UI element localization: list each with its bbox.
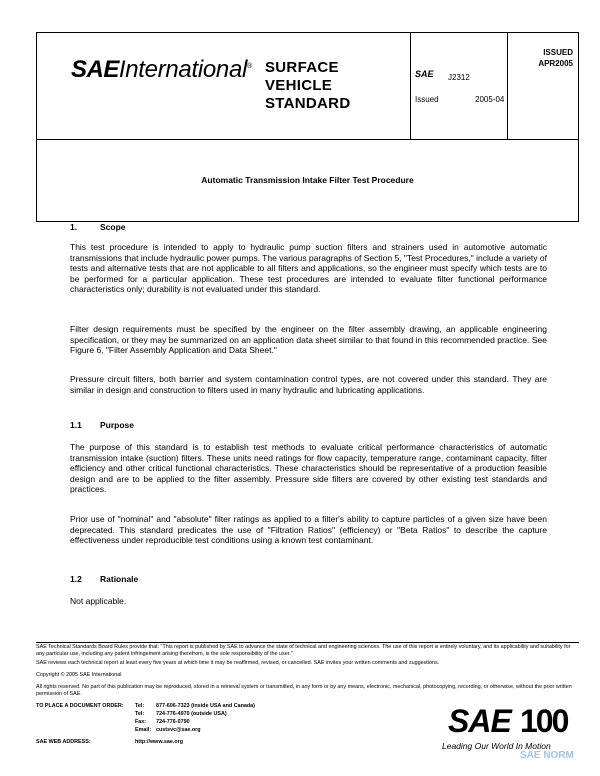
- brand-100: 100: [520, 703, 568, 739]
- status-stamp: [513, 47, 573, 69]
- issued-label: Issued: [415, 95, 439, 104]
- header-divider: [507, 33, 508, 139]
- watermark: SAE NORM: [520, 750, 574, 761]
- footer-rights-text: All rights reserved. No part of this publication may be reproduced, stored in a retrieval system or transmitted, in any form or by any means, electronic, mechanical, photocopying, recording, or otherwise, without the prior written permission of SAE.: [36, 684, 572, 697]
- section-number: 1.: [70, 222, 78, 232]
- brand-sae: SAE: [448, 703, 511, 739]
- tel2-value[interactable]: 724-776-4970 (outside USA): [156, 711, 227, 717]
- footer-copyright: Copyright © 2005 SAE International: [36, 672, 122, 678]
- document-title: Automatic Transmission Intake Filter Test Procedure: [201, 175, 414, 185]
- paragraph: Filter design requirements must be specified by the engineer on the filter assembly drawing, an applicable engineering specification, or they may be summarized on an application data sheet similar to that found in this recommended practice. See Figure 6, "Filter Assembly Application and Data Sheet.": [70, 324, 547, 356]
- tel-label: Tel:: [135, 703, 145, 709]
- standard-type-line: STANDARD: [265, 95, 351, 112]
- standard-type-line: SURFACE: [265, 59, 339, 76]
- section-number: 1.2: [70, 574, 82, 584]
- logo-international: International: [118, 56, 248, 83]
- paragraph: Prior use of "nominal" and "absolute" filter ratings as applied to a filter's ability to capture particles of a given size have been deprecated. This standard predicates the use of "Filtration Ratios" (efficiency) or "Beta Ratios" to describe the capture effectiveness under reproducible test conditions using a known test contaminant.: [70, 514, 547, 546]
- paragraph: Pressure circuit filters, both barrier and system contamination control types, are not covered under this standard. They are similar in design and construction to filters used in many hydraulic and lubricating applications.: [70, 374, 547, 395]
- tel-value[interactable]: 877-606-7323 (inside USA and Canada): [156, 703, 255, 709]
- section-heading-rationale: [70, 574, 138, 585]
- order-label: TO PLACE A DOCUMENT ORDER:: [36, 703, 124, 709]
- header-divider: [410, 33, 411, 139]
- tel2-label: Tel:: [135, 711, 145, 717]
- status-line: APR2005: [538, 59, 573, 68]
- footer-rule: [36, 642, 579, 643]
- logo-trademark: ®: [247, 63, 253, 70]
- fax-value: 724-776-0790: [156, 719, 190, 725]
- email-label: Email:: [135, 727, 152, 733]
- paragraph: Not applicable.: [70, 596, 127, 606]
- logo-sae: SAE: [71, 56, 119, 83]
- paragraph: This test procedure is intended to apply to hydraulic pump suction filters and strainers used in automotive automatic transmissions that include hydraulic power pumps. The various paragraphs of Section 5, "Test Procedures," include a variety of tests and alternative tests that are not applicable to all filters and applications, so the engineer must specify which tests are to be performed for a particular application. These test procedures are intended to evaluate filter functional performance characteristics only; durability is not evaluated under this standard.: [70, 242, 547, 295]
- section-title: Scope: [100, 222, 126, 232]
- footer-review-text: SAE reviews each technical report at least every five years at which time it may be reaffirmed, revised, or cancelled. SAE invites your written comments and suggestions.: [36, 660, 440, 666]
- paragraph: The purpose of this standard is to establish test methods to evaluate critical performance characteristics of automatic transmission intake (suction) filters. These units need ratings for flow capacity, temperature range, contaminant capacity, filter efficiency and other critical functional characteristics. These characteristics should be representative of a production feasible design and are to be applied to the filter assembly. Pressure side filters are covered by other existing test standards and practices.: [70, 442, 547, 495]
- fax-label: Fax:: [135, 719, 147, 725]
- section-number: 1.1: [70, 420, 82, 430]
- section-title: Purpose: [100, 420, 135, 430]
- small-sae-logo: SAE: [415, 69, 434, 79]
- section-heading-purpose: [70, 420, 134, 431]
- web-link[interactable]: http://www.sae.org: [135, 739, 184, 745]
- footer-rules-text: SAE Technical Standards Board Rules provide that: "This report is published by SAE to advance the state of technical and engineering sciences. The use of this report is entirely voluntary, and its applicability and suitability for any particular use, including any patent infringement arising therefrom, is the sole responsibility of the user.": [36, 644, 571, 657]
- title-box: [36, 140, 579, 222]
- standard-type-line: VEHICLE: [265, 77, 333, 94]
- sae-international-logo: [71, 55, 252, 82]
- section-heading-scope: [70, 222, 126, 233]
- section-title: Rationale: [100, 574, 139, 584]
- email-link[interactable]: custsvc@sae.org: [156, 727, 201, 733]
- header-box: [36, 32, 579, 140]
- web-label: SAE WEB ADDRESS:: [36, 739, 91, 745]
- brand-tagline: Leading Our World In Motion: [442, 741, 551, 751]
- document-number: J2312: [448, 73, 470, 82]
- status-line: ISSUED: [543, 48, 573, 57]
- issued-date: 2005-04: [475, 95, 505, 104]
- standard-type: [265, 59, 350, 113]
